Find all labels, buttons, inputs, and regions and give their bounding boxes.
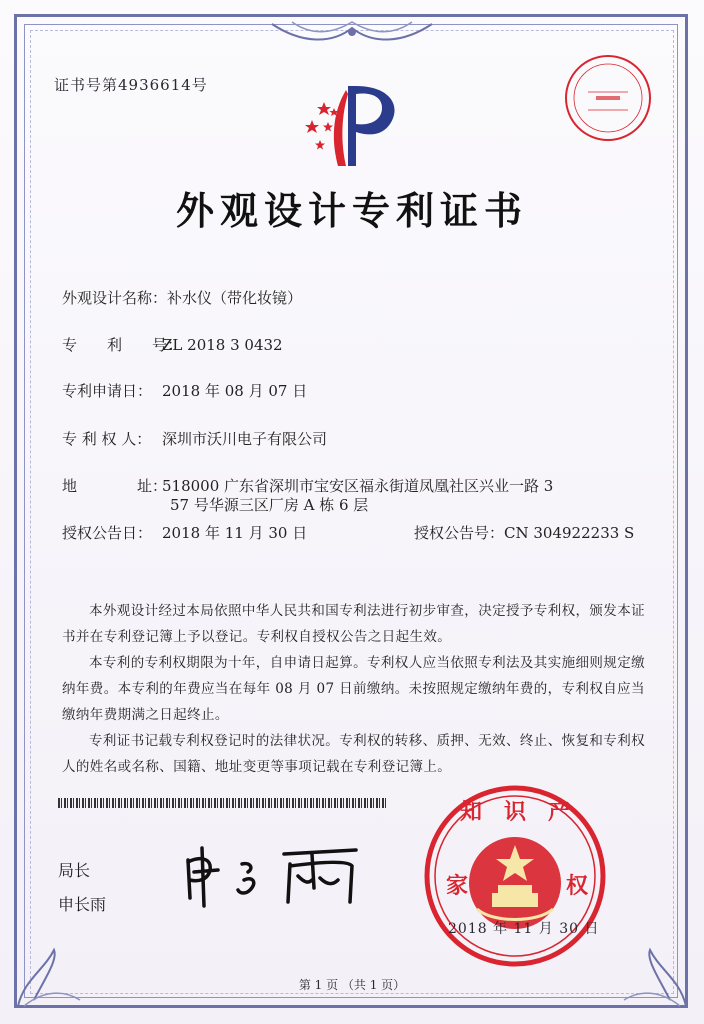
certificate-number: 证书号第4936614号	[54, 76, 208, 94]
address-line-2: 57 号华源三区厂房 A 栋 6 层	[170, 496, 369, 514]
body-paragraph: 专利证书记载专利权登记时的法律状况。专利权的转移、质押、无效、终止、恢复和专利权人的姓名或名称、国籍、地址变更等事项记载在专利登记簿上。	[62, 733, 645, 775]
design-name-value: 补水仪（带化妆镜）	[167, 289, 303, 307]
seal-date: 2018 年 11 月 30 日	[448, 921, 600, 937]
bottom-left-ornament-icon	[14, 930, 84, 1010]
certificate-body	[62, 598, 656, 780]
handwritten-signature-icon	[180, 840, 370, 910]
address-label: 地 址：	[62, 477, 168, 495]
filing-date-label: 专利申请日：	[62, 382, 153, 400]
address-line-1: 518000 广东省深圳市宝安区福永街道凤凰社区兴业一路 3	[162, 477, 554, 495]
director-name: 申长雨	[58, 895, 107, 914]
svg-text:家: 家	[446, 874, 469, 899]
patent-owner-row	[62, 428, 327, 449]
grant-number-row	[414, 522, 634, 543]
design-name-row	[62, 287, 302, 308]
filing-date-value: 2018 年 08 月 07 日	[162, 382, 308, 400]
director-title: 局长	[58, 861, 91, 880]
filing-date-row	[62, 380, 307, 401]
svg-text:知 识 产: 知 识 产	[459, 800, 571, 825]
body-paragraph: 本专利的专利权期限为十年，自申请日起算。专利权人应当依照专利法及其实施细则规定缴纳年费。本专利的年费应当在每年 08 月 07 日前缴纳。未按照规定缴纳年费的，专利权自应当缴纳年费期满之日起终止。	[62, 655, 645, 723]
certificate-title: 外观设计专利证书	[175, 188, 528, 233]
patent-number-value: ZL 2018 3 0432	[162, 336, 283, 354]
tax-stamp-icon	[562, 52, 654, 144]
patent-number-label: 专 利 号：	[62, 336, 183, 354]
grant-date-value: 2018 年 11 月 30 日	[162, 524, 308, 542]
grant-date-row	[62, 522, 307, 543]
bottom-right-ornament-icon	[620, 930, 690, 1010]
patent-owner-value: 深圳市沃川电子有限公司	[162, 430, 328, 448]
body-paragraph: 本外观设计经过本局依照中华人民共和国专利法进行初步审查，决定授予专利权，颁发本证书并在专利登记簿上予以登记。专利权自授权公告之日起生效。	[62, 603, 645, 645]
grant-number-label: 授权公告号：	[414, 524, 505, 542]
official-seal-icon	[422, 783, 608, 969]
design-name-label: 外观设计名称：	[62, 289, 168, 307]
grant-number-value: CN 304922233 S	[504, 524, 635, 542]
svg-text:权: 权	[566, 874, 589, 899]
patent-office-emblem-icon	[290, 80, 410, 170]
barcode	[58, 798, 388, 808]
patent-owner-label: 专 利 权 人：	[62, 430, 152, 448]
patent-number-row	[62, 334, 283, 355]
top-ornament-icon	[262, 14, 442, 54]
address-row	[62, 475, 553, 496]
grant-date-label: 授权公告日：	[62, 524, 153, 542]
page-number: 第 1 页 （共 1 页）	[298, 978, 406, 992]
